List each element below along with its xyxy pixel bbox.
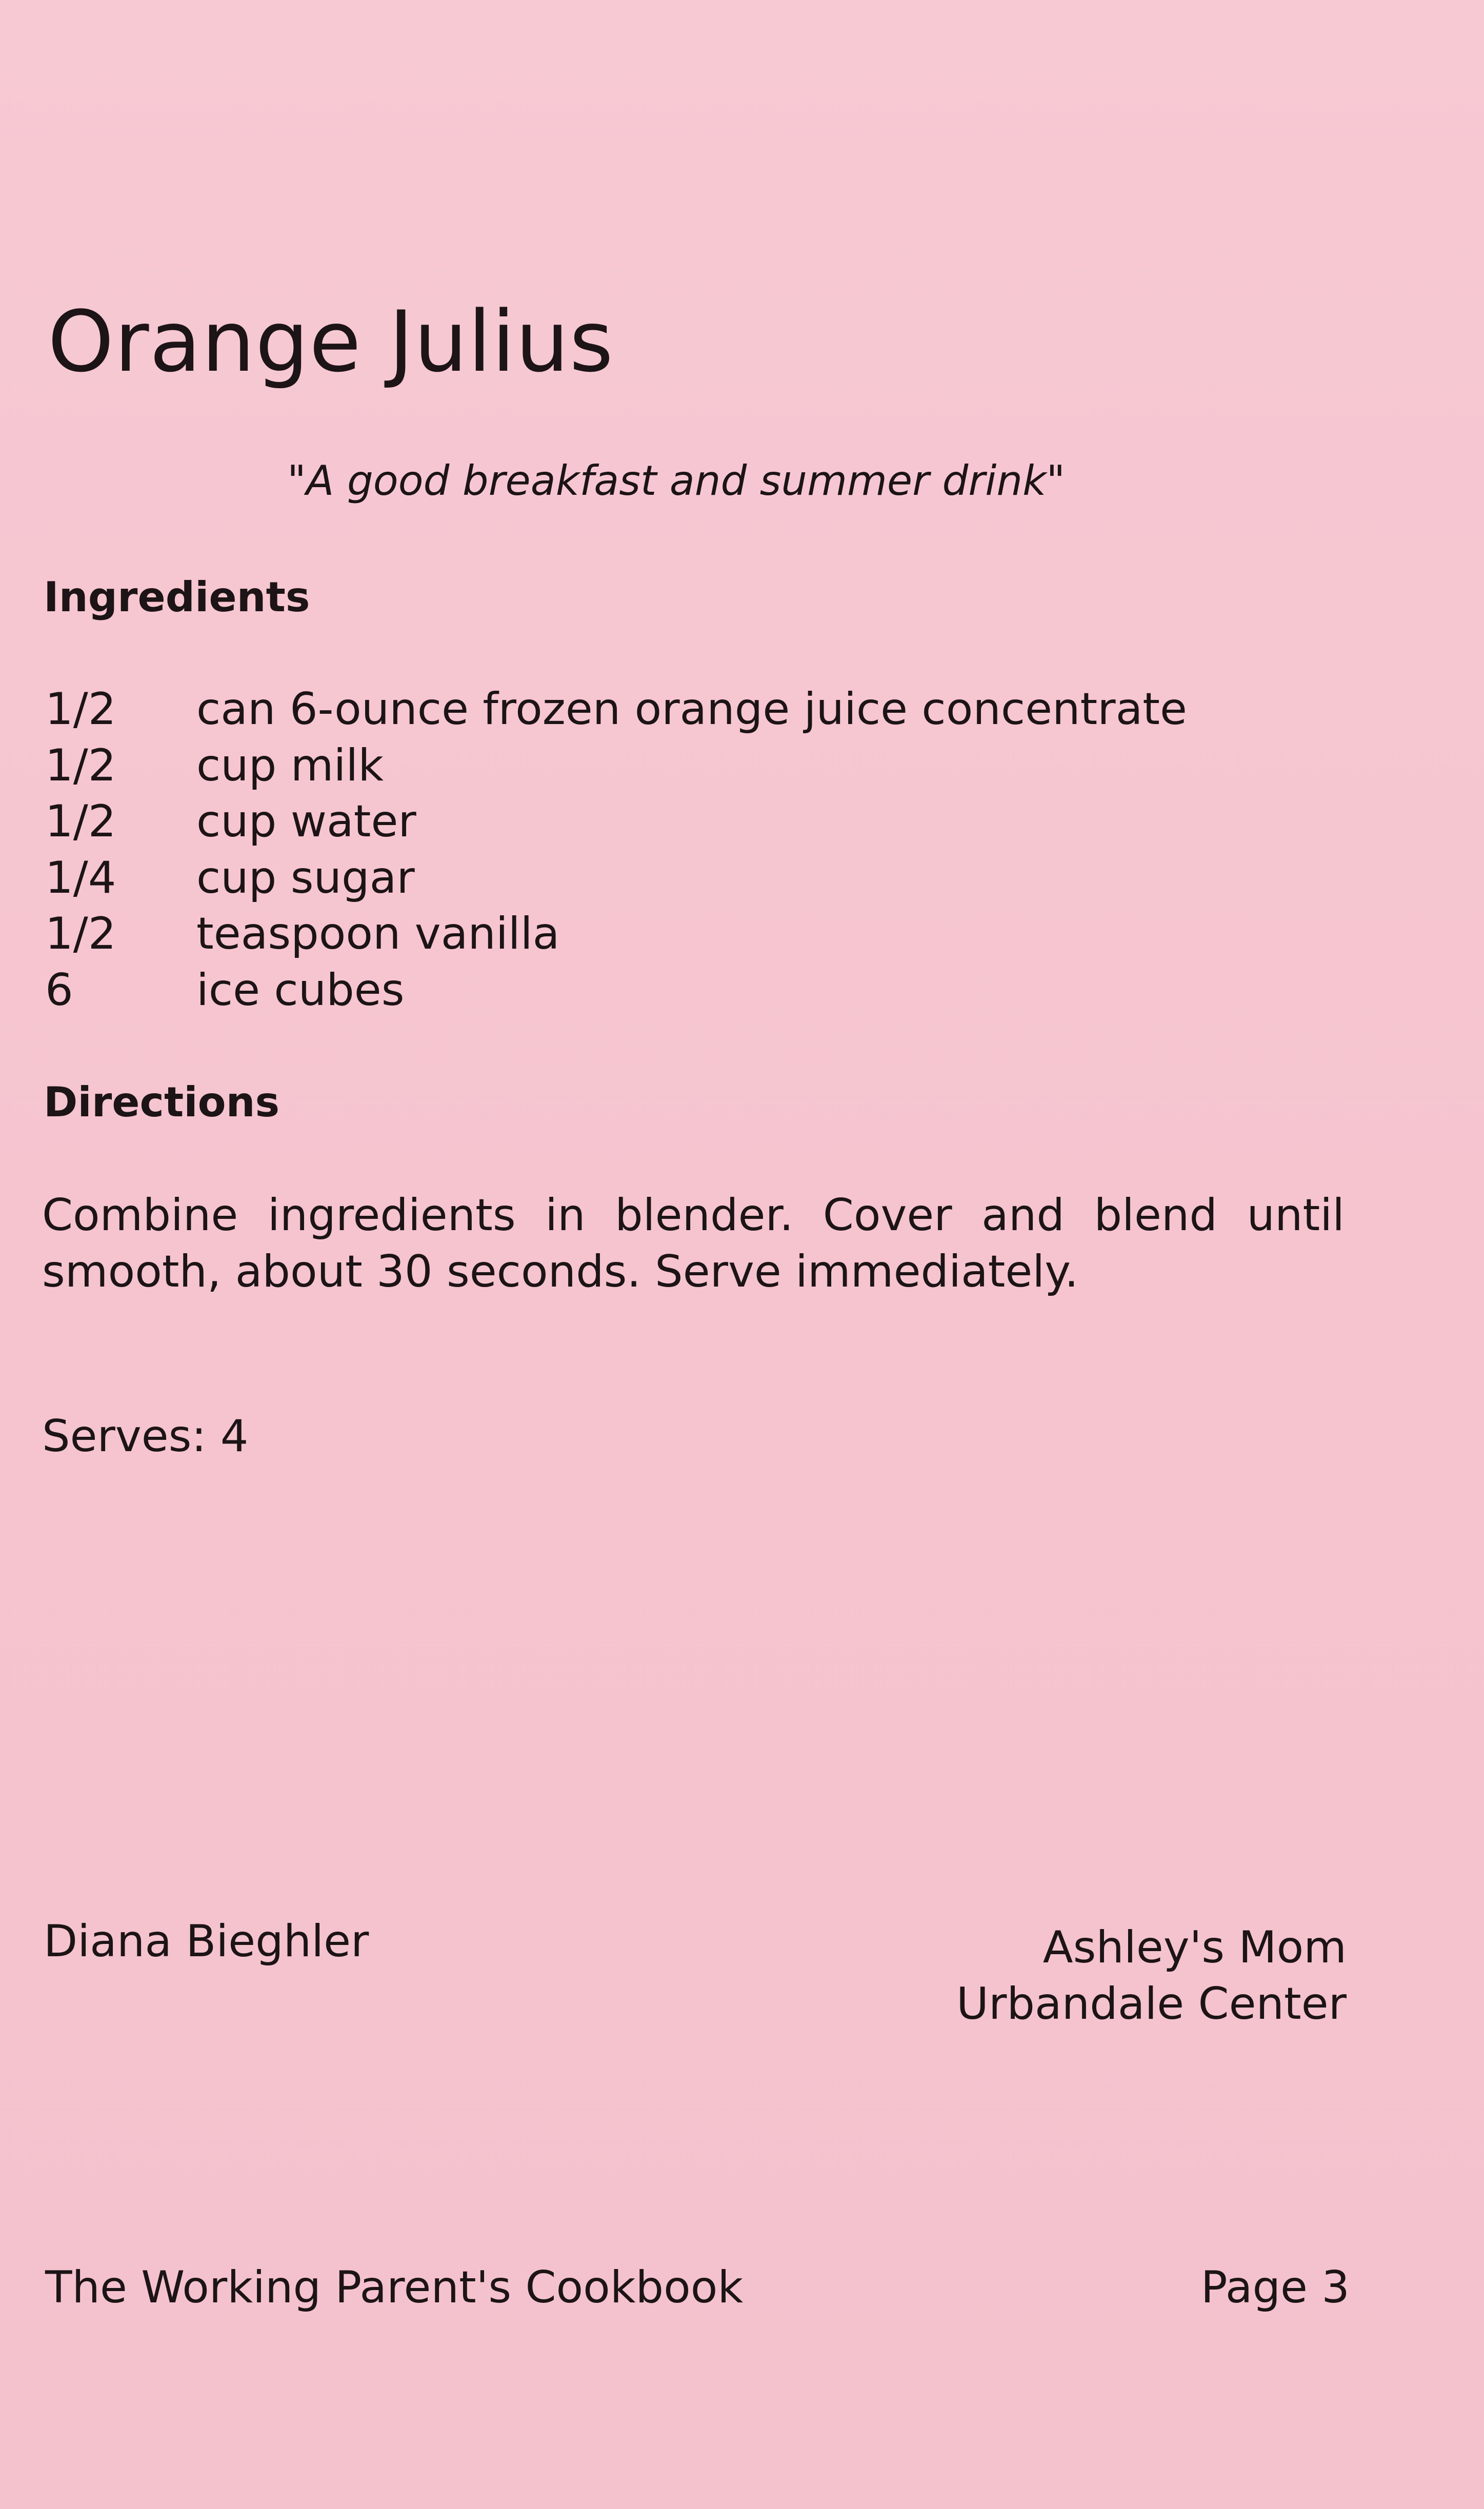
ingredient-item: can 6-ounce frozen orange juice concentrate bbox=[196, 684, 1187, 735]
ingredient-quantity: 1/2 bbox=[45, 739, 116, 791]
ingredient-row bbox=[45, 852, 1327, 912]
ingredient-item: ice cubes bbox=[196, 964, 405, 1016]
ingredient-item: cup sugar bbox=[196, 852, 415, 904]
ingredient-row bbox=[45, 739, 1327, 800]
directions-heading: Directions bbox=[44, 1078, 280, 1126]
contributor-center: Urbandale Center bbox=[956, 1978, 1347, 2030]
directions-text: Combine ingredients in blender. Cover and blend until smooth, about 30 seconds. Serve immediately. bbox=[42, 1190, 1345, 1297]
contributor-affiliation bbox=[956, 1919, 1347, 2032]
ingredient-item: cup water bbox=[196, 796, 416, 847]
ingredient-row bbox=[45, 684, 1327, 744]
recipe-subtitle: "A good breakfast and summer drink" bbox=[287, 457, 1066, 505]
ingredient-row bbox=[45, 908, 1327, 968]
recipe-title: Orange Julius bbox=[48, 293, 614, 391]
page-number: Page 3 bbox=[1200, 2262, 1350, 2313]
ingredients-list bbox=[45, 684, 1327, 1024]
ingredient-item: cup milk bbox=[196, 739, 384, 791]
contributor-relation: Ashley's Mom bbox=[1042, 1922, 1347, 1973]
ingredient-quantity: 1/2 bbox=[45, 908, 116, 959]
ingredient-quantity: 1/2 bbox=[45, 796, 116, 847]
ingredients-heading: Ingredients bbox=[44, 573, 310, 621]
serves-count: Serves: 4 bbox=[42, 1411, 249, 1462]
contributor-name: Diana Bieghler bbox=[44, 1916, 369, 1967]
ingredient-quantity: 1/4 bbox=[45, 852, 116, 904]
ingredient-row bbox=[45, 796, 1327, 856]
ingredient-row bbox=[45, 964, 1327, 1025]
ingredient-item: teaspoon vanilla bbox=[196, 908, 560, 959]
ingredient-quantity: 1/2 bbox=[45, 684, 116, 735]
ingredient-quantity: 6 bbox=[45, 964, 73, 1016]
book-title: The Working Parent's Cookbook bbox=[45, 2262, 744, 2313]
